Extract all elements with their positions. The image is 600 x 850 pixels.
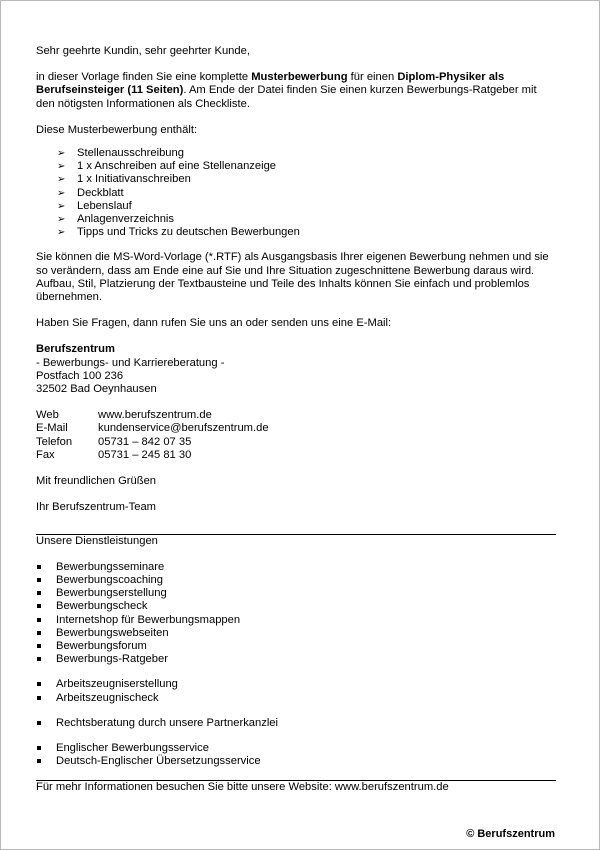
table-row <box>36 422 269 435</box>
list-item: ➢ Tipps und Tricks zu deutschen Bewerbungen <box>57 226 300 239</box>
list-item: ➢ 1 x Anschreiben auf eine Stellenanzeige <box>57 160 277 173</box>
square-bullet-icon <box>37 746 41 750</box>
fax-number: 05731 – 245 81 30 <box>98 448 192 461</box>
list-item: Bewerbungserstellung <box>36 587 558 600</box>
list-item: ➢ Lebenslauf <box>57 199 132 212</box>
list-item: Bewerbungsforum <box>36 640 558 653</box>
square-bullet-icon <box>37 604 41 608</box>
services-list-1 <box>36 561 558 667</box>
square-bullet-icon <box>37 631 41 635</box>
question-paragraph: Haben Sie Fragen, dann rufen Sie uns an oder senden uns eine E-Mail: <box>36 317 392 330</box>
list-item: Arbeitszeugnischeck <box>36 692 558 705</box>
services-list-3 <box>36 717 558 730</box>
list-item: Bewerbungscoaching <box>36 574 558 587</box>
arrow-bullet-icon: ➢ <box>57 161 66 173</box>
table-row <box>36 409 269 422</box>
square-bullet-icon <box>37 657 41 661</box>
intro-text-3: . Am Ende der Datei finden Sie einen kurzen Bewerbungs-Ratgeber mit den nötigsten Informationen als Checkliste. <box>36 84 537 110</box>
list-item: Bewerbungs-Ratgeber <box>36 653 558 666</box>
phone-number: 05731 – 842 07 35 <box>98 435 192 448</box>
intro-bold-1: Musterbewerbung <box>251 71 348 84</box>
contact-label: Web <box>36 409 59 422</box>
services-list-4 <box>36 742 558 768</box>
arrow-bullet-icon: ➢ <box>57 227 66 239</box>
list-item: Englischer Bewerbungsservice <box>36 742 558 755</box>
list-item: ➢ Stellenausschreibung <box>57 147 184 160</box>
more-info: Für mehr Informationen besuchen Sie bitte unsere Website: www.berufszentrum.de <box>36 781 449 794</box>
list-item: ➢ Deckblatt <box>57 186 124 199</box>
intro-text-1: in dieser Vorlage finden Sie eine komplette <box>36 71 252 84</box>
list-item: Bewerbungsseminare <box>36 561 558 574</box>
list-item: ➢ 1 x Initiativanschreiben <box>57 173 191 186</box>
square-bullet-icon <box>37 721 41 725</box>
square-bullet-icon <box>37 618 41 622</box>
contents-list <box>36 147 558 239</box>
rtf-paragraph: Sie können die MS-Word-Vorlage (*.RTF) als Ausgangsbasis Ihrer eigenen Bewerbung nehmen und sie so verändern, dass am Ende eine auf Sie und Ihre Situation zugeschnittene Bewerbung daraus wird. Aufbau, Stil, Platzierung der Textbausteine und Teile des Inhalts können Sie einfach und problemlos übernehmen. <box>36 251 549 304</box>
square-bullet-icon <box>37 759 41 763</box>
square-bullet-icon <box>37 682 41 686</box>
email-link[interactable]: kundenservice@berufszentrum.de <box>98 422 269 435</box>
square-bullet-icon <box>37 578 41 582</box>
services-list-2 <box>36 678 558 704</box>
arrow-bullet-icon: ➢ <box>57 187 66 199</box>
contact-label: Fax <box>36 448 55 461</box>
square-bullet-icon <box>37 591 41 595</box>
address-block <box>36 343 558 396</box>
company-name: Berufszentrum <box>36 343 115 356</box>
square-bullet-icon <box>37 565 41 569</box>
closing: Mit freundlichen Grüßen <box>36 475 157 488</box>
contents-lead: Diese Musterbewerbung enthält: <box>36 123 198 136</box>
square-bullet-icon <box>37 696 41 700</box>
list-item: Deutsch-Englischer Übersetzungsservice <box>36 755 558 768</box>
intro-text-2: für einen <box>347 71 398 84</box>
table-row <box>36 436 269 449</box>
copyright: © Berufszentrum <box>466 828 555 840</box>
table-row <box>36 449 269 462</box>
intro-bold-2: Diplom-Physiker als Berufseinsteiger (11 Seiten) <box>36 71 505 97</box>
arrow-bullet-icon: ➢ <box>57 174 66 186</box>
list-item: Arbeitszeugniserstellung <box>36 678 558 691</box>
contact-label: E-Mail <box>36 422 68 435</box>
postbox: Postfach 100 236 <box>36 369 124 382</box>
greeting: Sehr geehrte Kundin, sehr geehrter Kunde, <box>36 45 250 57</box>
list-item: Bewerbungswebseiten <box>36 627 558 640</box>
team-signature: Ihr Berufszentrum-Team <box>36 501 156 514</box>
square-bullet-icon <box>37 644 41 648</box>
document-body <box>36 45 558 795</box>
list-item: Bewerbungscheck <box>36 600 558 613</box>
arrow-bullet-icon: ➢ <box>57 214 66 226</box>
arrow-bullet-icon: ➢ <box>57 200 66 212</box>
contact-label: Telefon <box>36 435 73 448</box>
list-item: Internetshop für Bewerbungsmappen <box>36 614 558 627</box>
city: 32502 Bad Oeynhausen <box>36 383 157 396</box>
intro-paragraph <box>36 71 558 111</box>
services-title: Unsere Dienstleistungen <box>36 535 158 548</box>
arrow-bullet-icon: ➢ <box>57 148 66 160</box>
list-item: Rechtsberatung durch unsere Partnerkanzlei <box>36 717 558 730</box>
list-item: ➢ Anlagenverzeichnis <box>57 213 175 226</box>
company-subtitle: - Bewerbungs- und Karriereberatung - <box>36 356 225 369</box>
web-link[interactable]: www.berufszentrum.de <box>98 409 212 422</box>
contact-table <box>36 409 269 462</box>
